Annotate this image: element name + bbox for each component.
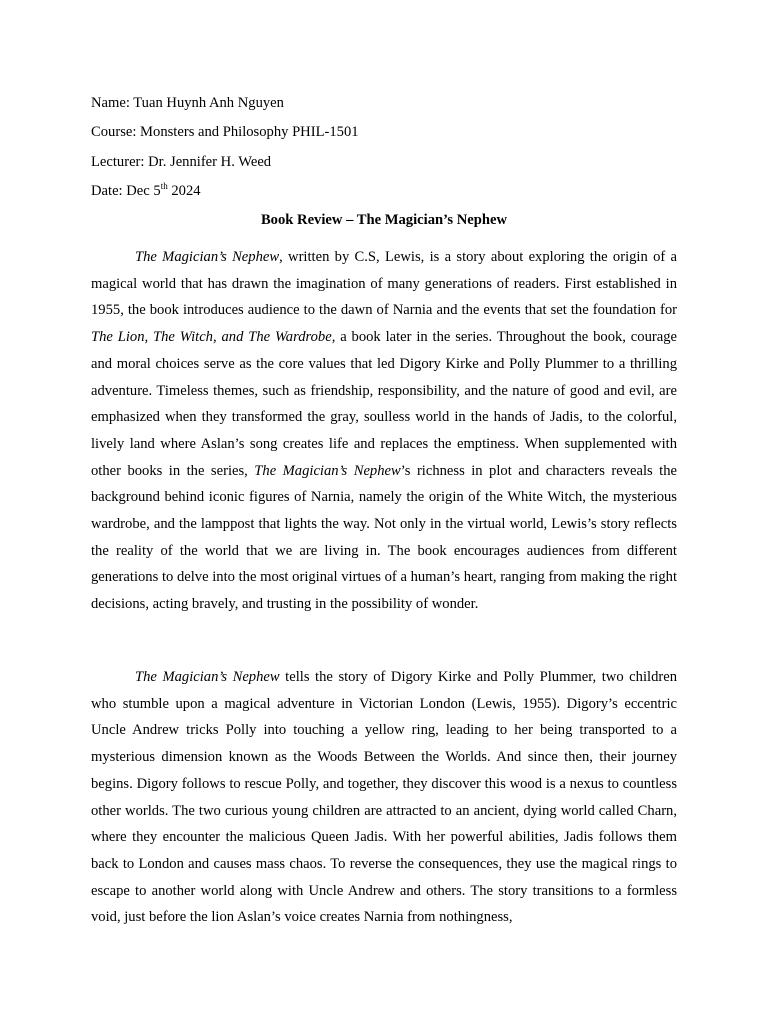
- student-name: Name: Tuan Huynh Anh Nguyen: [91, 95, 284, 111]
- paragraph-text: , written by C.S, Lewis, is a story about exploring the origin of a magical world that has drawn the imagination of many generations of readers. First established in 1955, the book introduces audience to the dawn of Narnia and the events that set the foundation for: [91, 249, 678, 319]
- paragraph-text: ’s richness in plot and characters reveals the background behind iconic figures of Narnia, namely the origin of the White Witch, the mysterious wardrobe, and the lamppost that lights the way. Not only in the virtual world, Lewis’s story reflects the reality of the world that we are living in. The book encourages audiences from different generations to delve into the most original virtues of a human’s heart, ranging from making the right decisions, acting bravely, and trusting in the possibility of wonder.: [91, 462, 678, 613]
- date-prefix: Date: Dec 5: [91, 183, 161, 199]
- book-title-italic: The Magician’s Nephew: [135, 249, 280, 265]
- paragraph-intro: [91, 244, 677, 618]
- book-title-italic: The Magician’s Nephew: [254, 462, 401, 479]
- lecturer-line: Lecturer: Dr. Jennifer H. Weed: [91, 154, 272, 170]
- document-title: Book Review – The Magician’s Nephew: [260, 212, 508, 228]
- paragraph-summary: [91, 664, 677, 931]
- date-line: [91, 181, 201, 201]
- date-suffix: 2024: [167, 183, 201, 199]
- paragraph-text: , a book later in the series. Throughout the book, courage and moral choices serve as the core values that led Digory Kirke and Polly Plummer to a thrilling adventure. Timeless themes, such as friendship, responsibility, and the nature of good and evil, are emphasized when they transformed the gray, soulless world in the hands of Jadis, to the colorful, lively land where Aslan’s song creates life and replaces the emptiness. When supplemented with other books in the series,: [91, 329, 677, 479]
- course-line: Course: Monsters and Philosophy PHIL-1501: [91, 124, 359, 140]
- book-title-italic: The Magician’s Nephew: [135, 669, 280, 685]
- paragraph-text: tells the story of Digory Kirke and Polly Plummer, two children who stumble upon a magical adventure in Victorian London (Lewis, 1955). Digory’s eccentric Uncle Andrew tricks Polly into touching a yellow ring, leading to her being transported to a mysterious dimension known as the Woods Between the Worlds. And since then, their journey begins. Digory follows to rescue Polly, and together, they discover this wood is a nexus to countless other worlds. The two curious young children are attracted to an ancient, dying world called Charn, where they encounter the malicious Queen Jadis. With her powerful abilities, Jadis follows them back to London and causes mass chaos. To reverse the consequences, they use the magical rings to escape to another world along with Uncle Andrew and others. The story transitions to a formless void, just before the lion Aslan’s voice creates Narnia from nothingness,: [91, 669, 677, 926]
- date-superscript: th: [160, 181, 168, 191]
- book-title-italic: The Lion, The Witch, and The Wardrobe: [91, 329, 332, 346]
